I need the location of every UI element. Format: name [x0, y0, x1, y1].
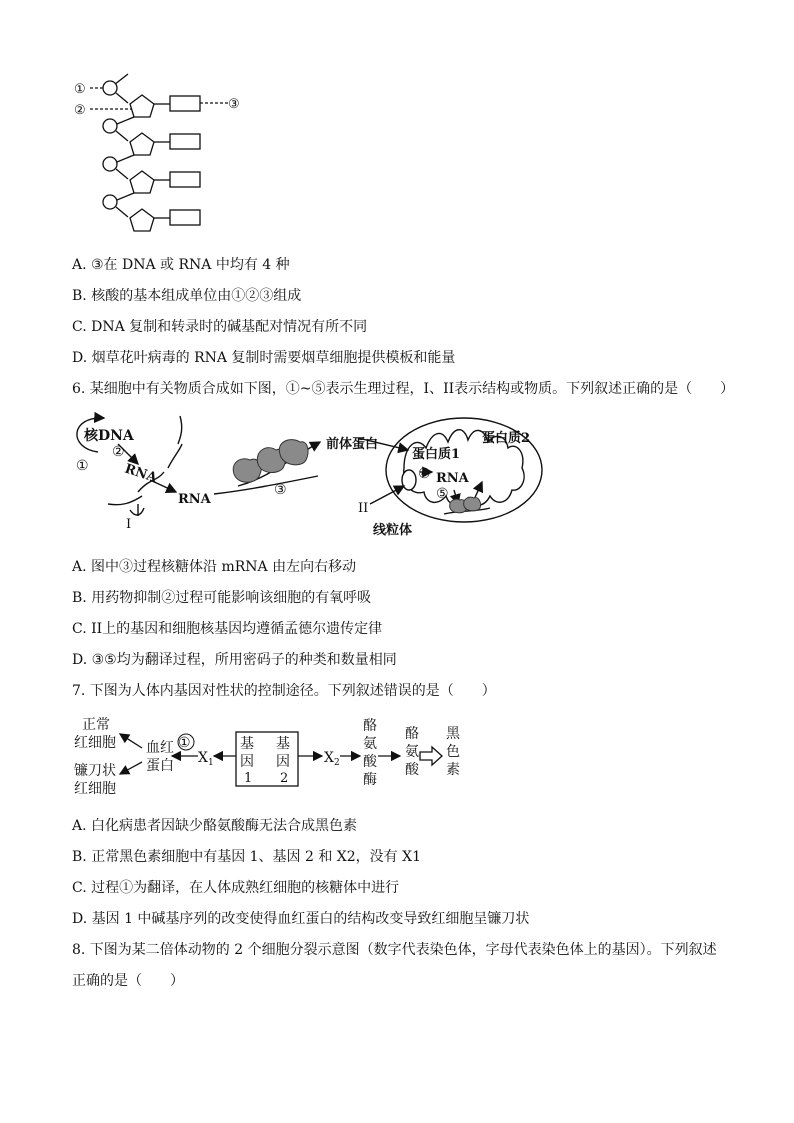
ribosome-mito-2 — [464, 497, 481, 511]
label-x1-sub: 1 — [208, 758, 214, 768]
label-x2: X — [324, 750, 334, 766]
q6-option-a: A. 图中③过程核糖体沿 mRNA 由左向右移动 — [72, 559, 357, 575]
label-process-1: ① — [76, 458, 89, 474]
label-enzyme-3: 酸 — [363, 754, 377, 770]
label-melanin-3: 素 — [446, 762, 460, 778]
label-3: ③ — [228, 97, 240, 112]
label-normal-rbc-1: 正常 — [82, 717, 110, 733]
q5-option-d: D. 烟草花叶病毒的 RNA 复制时需要烟草细胞提供模板和能量 — [72, 350, 456, 366]
label-nuclear-dna: 核DNA — [84, 428, 134, 444]
q7-option-a: A. 白化病患者因缺少酪氨酸酶无法合成黑色素 — [72, 818, 358, 834]
label-rna-1: RNA — [122, 461, 159, 486]
label-mitochondrion: 线粒体 — [373, 523, 413, 538]
q7-option-b: B. 正常黑色素细胞中有基因 1、基因 2 和 X2，没有 X1 — [72, 849, 422, 865]
label-process-3: ③ — [274, 482, 287, 498]
label-process-5: ⑤ — [436, 486, 449, 502]
label-x1: X — [198, 750, 208, 766]
q6-option-d: D. ③⑤均为翻译过程，所用密码子的种类和数量相同 — [72, 652, 397, 668]
label-precursor-protein: 前体蛋白 — [326, 437, 379, 452]
label-hemoglobin-2: 蛋白 — [146, 758, 174, 774]
label-rna-3: RNA — [436, 471, 469, 486]
label-gene2-c: 2 — [280, 771, 289, 786]
nucleotide-chain-figure — [60, 62, 260, 242]
label-melanin-2: 色 — [446, 744, 460, 760]
label-gene2-b: 因 — [276, 754, 290, 770]
q6-option-b: B. 用药物抑制②过程可能影响该细胞的有氧呼吸 — [72, 590, 372, 606]
label-tyrosine-2: 氨 — [405, 744, 419, 760]
label-struct-2: II — [358, 501, 369, 516]
label-tyrosine-1: 酪 — [405, 726, 419, 742]
protein-synthesis-figure — [68, 408, 708, 548]
label-gene1-b: 因 — [240, 754, 254, 770]
q5-option-b: B. 核酸的基本组成单位由①②③组成 — [72, 288, 302, 304]
q7-option-c: C. 过程①为翻译，在人体成熟红细胞的核糖体中进行 — [72, 880, 400, 896]
label-enzyme-4: 酶 — [363, 772, 377, 788]
label-sickle-rbc-2: 红细胞 — [74, 781, 116, 797]
q7-stem: 7. 下图为人体内基因对性状的控制途径。下列叙述错误的是（ ） — [72, 683, 496, 699]
q6-stem: 6. 某细胞中有关物质合成如下图，①~⑤表示生理过程，I、II表示结构或物质。下列叙述正确的是（ ） — [72, 381, 735, 397]
ribosome-1 — [233, 459, 261, 483]
hollow-arrow-icon — [420, 747, 442, 765]
label-struct-1: I — [126, 517, 132, 532]
label-1: ① — [74, 82, 86, 97]
label-protein-2: 蛋白质2 — [482, 431, 531, 446]
label-gene2-a: 基 — [276, 736, 290, 752]
q5-option-a: A. ③在 DNA 或 RNA 中均有 4 种 — [72, 257, 290, 273]
label-tyrosine-3: 酸 — [405, 762, 419, 778]
q6-option-c: C. II上的基因和细胞核基因均遵循孟德尔遗传定律 — [72, 621, 383, 637]
label-process-4: ④ — [418, 466, 431, 482]
label-2: ② — [74, 103, 86, 118]
label-rna-2: RNA — [178, 492, 211, 507]
q7-option-d: D. 基因 1 中碱基序列的改变使得血红蛋白的结构改变导致红细胞呈镰刀状 — [72, 911, 530, 927]
q5-option-c: C. DNA 复制和转录时的碱基配对情况有所不同 — [72, 319, 368, 335]
ribosome-3 — [279, 440, 308, 465]
label-hemoglobin-1: 血红 — [146, 740, 174, 756]
label-process-1-q7: ① — [178, 735, 191, 751]
q8-stem-line2: 正确的是（ ） — [72, 973, 184, 989]
label-process-2: ② — [112, 444, 125, 460]
q8-stem-line1: 8. 下图为某二倍体动物的 2 个细胞分裂示意图（数字代表染色体，字母代表染色体上的基因）。下列叙述 — [72, 942, 717, 958]
label-enzyme-2: 氨 — [363, 736, 377, 752]
label-sickle-rbc-1: 镰刀状 — [74, 763, 116, 779]
label-enzyme-1: 酪 — [363, 718, 377, 734]
nucleotide-1 — [103, 81, 200, 117]
gene-control-figure — [68, 712, 488, 802]
label-x2-sub: 2 — [334, 758, 340, 768]
label-melanin-1: 黑 — [446, 726, 460, 742]
label-protein-1: 蛋白质1 — [412, 447, 461, 462]
label-normal-rbc-2: 红细胞 — [74, 735, 116, 751]
label-gene1-c: 1 — [244, 771, 253, 786]
label-gene1-a: 基 — [240, 736, 254, 752]
